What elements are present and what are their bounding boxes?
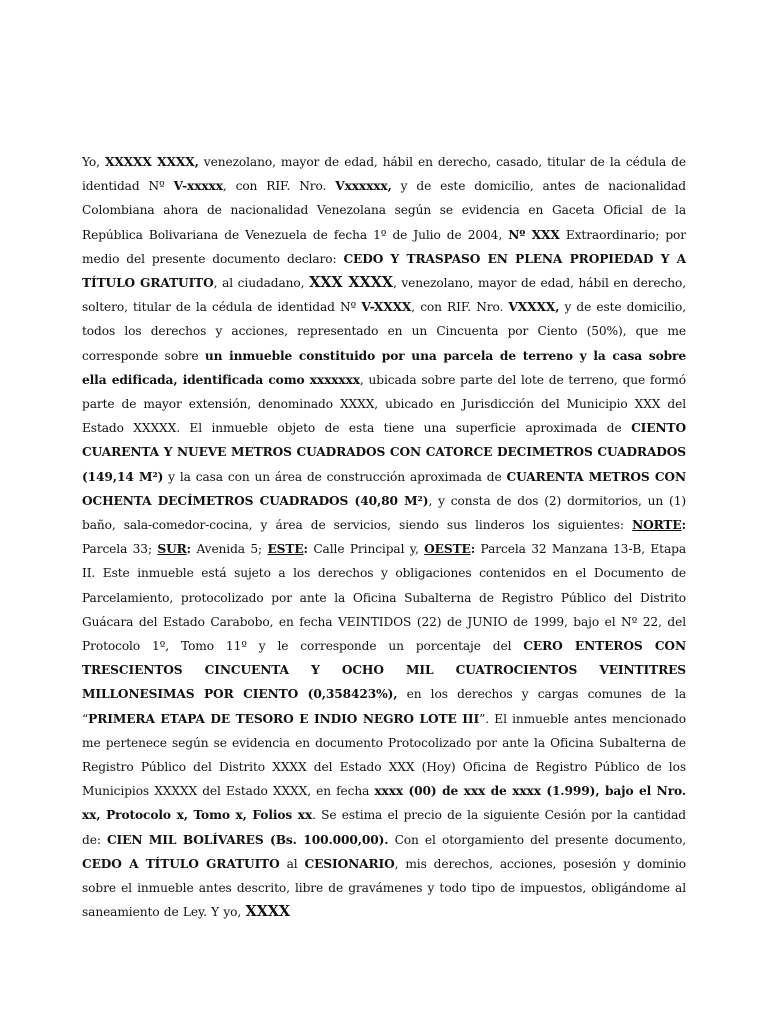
emphasized-text: un inmueble constituido por una parcela de terreno y la casa sobre ella edificada, identificada como xxxxxxx [82,348,687,387]
emphasized-text: VXXXX, [508,300,560,315]
emphasized-text: Nº XXX [508,227,560,242]
underlined-text: OESTE [424,542,471,557]
underlined-text: ESTE [267,542,304,557]
emphasized-text: PRIMERA ETAPA DE TESORO E INDIO NEGRO LOTE III [88,711,480,726]
body-text: , ubicada sobre parte del lote de terreno, que formó parte de mayor extensión, denominado XXXX, ubicado en Jurisdicción del Municipio XXX del Estado XXXXX. El inmueble objeto de esta tiene una superficie aproximada de [82,372,686,436]
emphasized-text: CESIONARIO [304,856,395,871]
emphasized-text: xxxx (00) de xxx de xxxx (1.999), bajo el Nro. xx, Protocolo x, Tomo x, Folios xx [82,784,686,823]
body-text: Avenida 5; [191,542,268,557]
body-text: , venezolano, mayor de edad, hábil en derecho, soltero, titular de la cédula de identidad Nº [82,276,687,315]
emphasized-text: XXX XXXX [309,274,393,292]
emphasized-text: : [303,542,308,557]
body-text: Yo, [82,155,105,169]
emphasized-text: V-XXXX [361,300,412,315]
emphasized-text: Vxxxxxx, [335,179,392,194]
emphasized-text: XXXX [245,903,291,921]
emphasized-text: V-xxxxx [173,179,223,194]
emphasized-text: : [470,542,476,557]
emphasized-text: CEDO A TÍTULO GRATUITO [82,856,280,871]
emphasized-text: XXXXX XXXX, [104,155,199,169]
body-text: Parcela 33; [82,542,158,557]
body-text: Extraordinario; por medio del presente documento declaro: [82,227,686,266]
document-body-paragraph [82,150,686,925]
body-text: en los derechos y cargas comunes de la “ [82,687,686,726]
emphasized-text: : [186,542,192,557]
underlined-text: SUR [157,542,187,557]
body-text: , al ciudadano, [213,276,310,291]
emphasized-text: CEDO Y TRASPASO EN PLENA PROPIEDAD Y A TÍTULO GRATUITO [82,251,686,291]
emphasized-text: : [681,518,686,533]
emphasized-text: CUARENTA METROS CON OCHENTA DECÍMETROS CUADRADOS (40,80 M²) [82,469,686,508]
boundary-label [267,542,303,556]
body-text: ”. El inmueble antes mencionado me pertenece según se evidencia en documento Protocolizado por ante la Oficina Subalterna de Registro Público del Distrito XXXX del Estado XXX (Hoy) Oficina de Registro Público de los Municipios XXXXX del Estado XXXX, en fecha [82,711,686,799]
emphasized-text: CIENTO CUARENTA Y NUEVE METROS CUADRADOS CON CATORCE DECIMETROS CUADRADOS (149,14 M²) [82,421,686,484]
body-text: Calle Principal y, [307,542,425,557]
boundary-label [424,542,471,556]
underlined-text: NORTE [632,518,682,533]
body-text: Con el otorgamiento del presente documento, [388,832,686,847]
emphasized-text: CERO ENTEROS CON TRESCIENTOS CINCUENTA Y OCHO MIL CUATROCIENTOS VEINTITRES MILLONESIMAS POR CIENTO (0,358423%), [82,639,686,702]
body-text: , con RIF. Nro. [222,179,336,194]
emphasized-text: CIEN MIL BOLÍVARES (Bs. 100.000,00). [106,832,389,847]
body-text: y de este domicilio, antes de nacionalidad Colombiana ahora de nacionalidad Venezolana según se evidencia en Gaceta Oficial de la República Bolivariana de Venezuela de fecha 1º de Julio de 2004, [82,179,686,242]
boundary-label [632,518,682,532]
body-text: , mis derechos, acciones, posesión y dominio sobre el inmueble antes descrito, libre de gravámenes y todo tipo de impuestos, obligándome al saneamiento de Ley. Y yo, [82,856,686,920]
boundary-label [157,542,186,556]
body-text: y de este domicilio, todos los derechos y acciones, representado en un Cincuenta por Ciento (50%), que me corresponde sobre [82,300,686,363]
body-text: , con RIF. Nro. [411,300,509,315]
body-text: . Se estima el precio de la siguiente Cesión por la cantidad de: [82,808,687,847]
body-text: Parcela 32 Manzana 13-B, Etapa II. Este inmueble está sujeto a los derechos y obligaciones contenidos en el Documento de Parcelamiento, protocolizado por ante la Oficina Subalterna de Registro Público del Distrito Guácara del Estado Carabobo, en fecha VEINTIDOS (22) de JUNIO de 1999, bajo el Nº 22, del Protocolo 1º, Tomo 11º y le corresponde un porcentaje del [82,542,687,654]
body-text: al [279,856,305,871]
body-text: y la casa con un área de construcción aproximada de [163,469,507,484]
body-text: venezolano, mayor de edad, hábil en derecho, casado, titular de la cédula de identidad Nº [82,155,686,194]
body-text: , y consta de dos (2) dormitorios, un (1) baño, sala-comedor-cocina, y área de servicios, siendo sus linderos los siguientes: [82,493,687,533]
